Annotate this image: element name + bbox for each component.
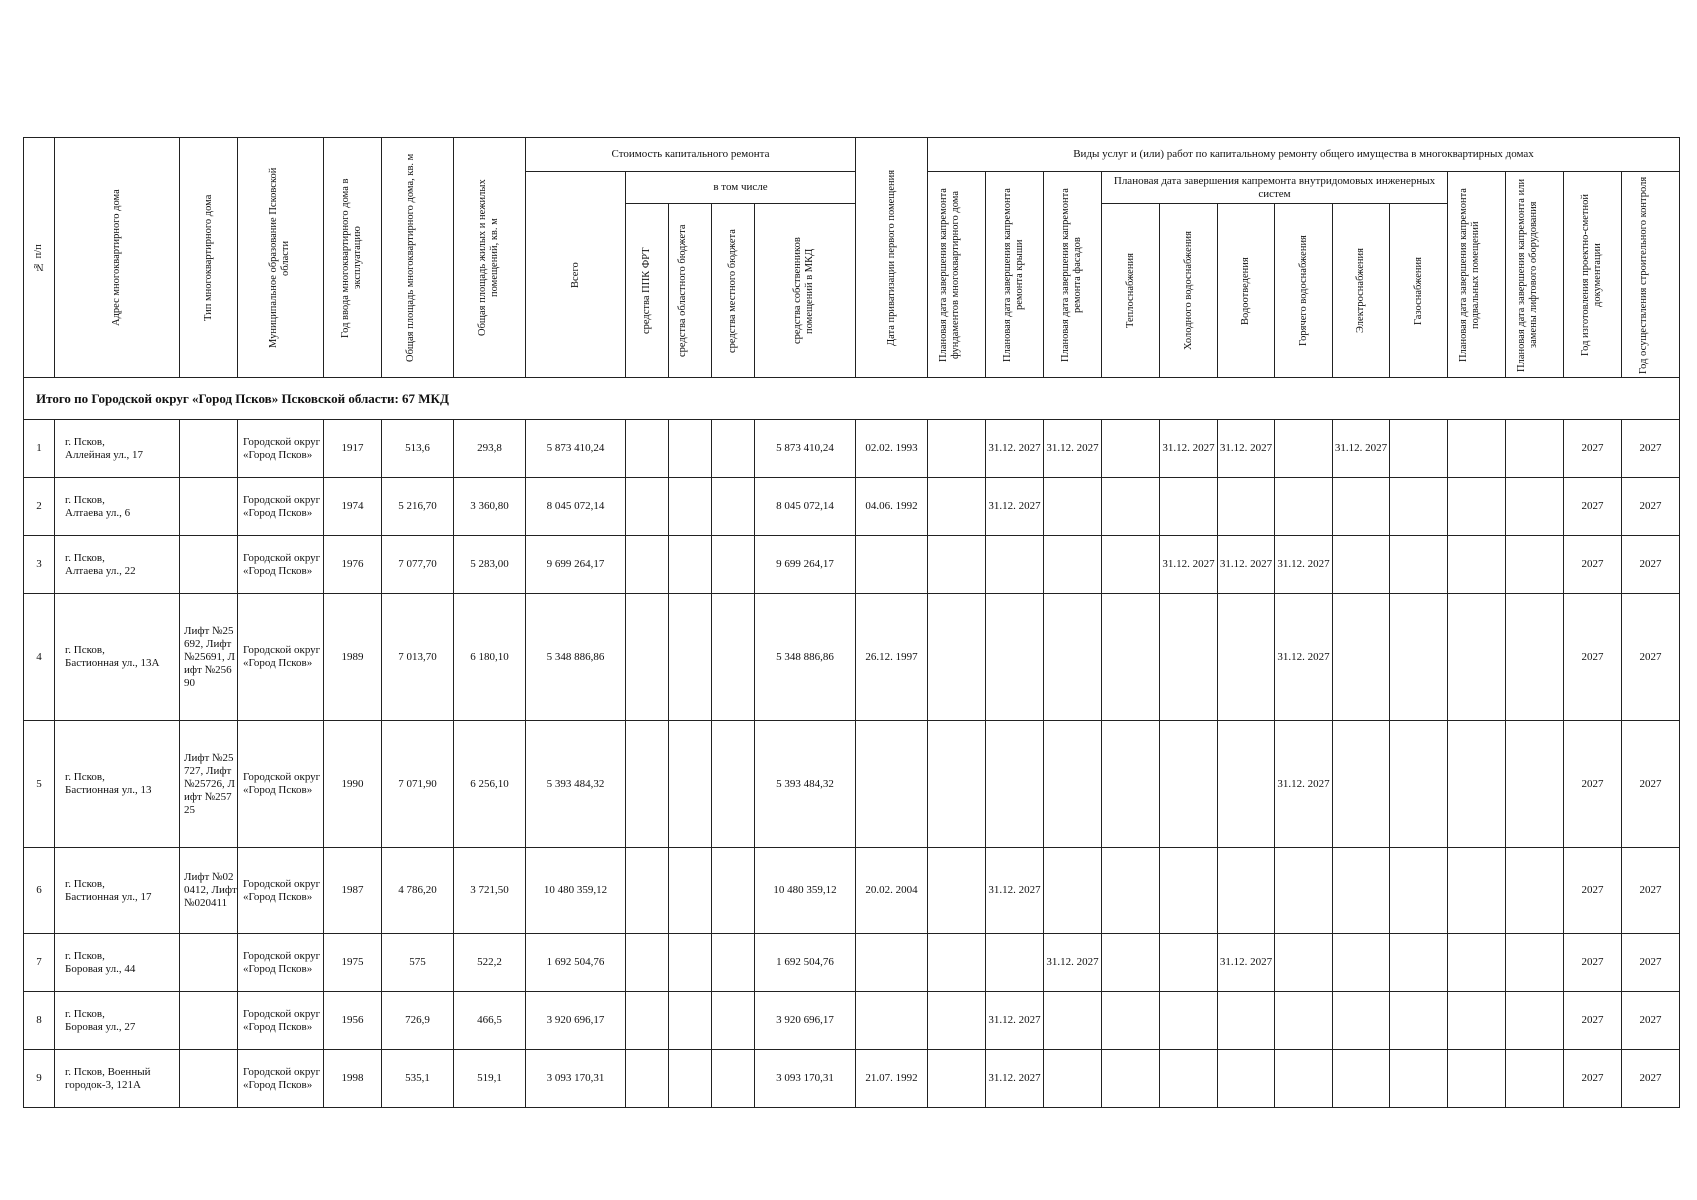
header-cost-owners: средства собственников помещений в МКД (755, 204, 856, 378)
sewerage-date (1218, 1050, 1275, 1108)
table-body (24, 378, 1680, 1108)
year-built: 1956 (324, 992, 382, 1050)
address (55, 848, 180, 934)
cost-total: 10 480 359,12 (526, 848, 626, 934)
section-row (24, 378, 1680, 420)
year-built: 1990 (324, 721, 382, 848)
house-type (180, 992, 238, 1050)
cold-water-date (1160, 594, 1218, 721)
year-built: 1917 (324, 420, 382, 478)
header-hot-water: Горячего водоснабжения (1275, 204, 1333, 378)
facade-date (1044, 1050, 1102, 1108)
sewerage-date: 31.12. 2027 (1218, 934, 1275, 992)
control-year: 2027 (1622, 934, 1680, 992)
header-sewerage: Водоотведения (1218, 204, 1275, 378)
electricity-date (1333, 1050, 1390, 1108)
design-year: 2027 (1564, 594, 1622, 721)
roof-date: 31.12. 2027 (986, 992, 1044, 1050)
cost-local (712, 478, 755, 536)
total-area: 575 (382, 934, 454, 992)
cost-local (712, 848, 755, 934)
cost-local (712, 536, 755, 594)
facade-date: 31.12. 2027 (1044, 934, 1102, 992)
address-line-1: г. Псков, Военный (65, 1065, 151, 1078)
cost-regional (669, 934, 712, 992)
elevator-date (1506, 934, 1564, 992)
header-gas: Газоснабжения (1390, 204, 1448, 378)
gas-date (1390, 721, 1448, 848)
heating-date (1102, 721, 1160, 848)
header-cost-group: Стоимость капитального ремонта (526, 138, 856, 172)
cold-water-date (1160, 478, 1218, 536)
premises-area: 519,1 (454, 1050, 526, 1108)
basement-date (1448, 1050, 1506, 1108)
sewerage-date: 31.12. 2027 (1218, 536, 1275, 594)
foundation-date (928, 934, 986, 992)
cost-frt (626, 1050, 669, 1108)
municipality: Городской округ «Город Псков» (238, 721, 324, 848)
facade-date (1044, 536, 1102, 594)
hot-water-date (1275, 420, 1333, 478)
sewerage-date: 31.12. 2027 (1218, 420, 1275, 478)
sewerage-date (1218, 848, 1275, 934)
foundation-date (928, 478, 986, 536)
cost-total: 1 692 504,76 (526, 934, 626, 992)
privatization-date: 20.02. 2004 (856, 848, 928, 934)
cost-owners: 8 045 072,14 (755, 478, 856, 536)
hot-water-date (1275, 1050, 1333, 1108)
design-year: 2027 (1564, 934, 1622, 992)
total-area: 4 786,20 (382, 848, 454, 934)
sewerage-date (1218, 478, 1275, 536)
cost-regional (669, 721, 712, 848)
row-number: 7 (24, 934, 55, 992)
header-cost-local: средства местного бюджета (712, 204, 755, 378)
cost-owners: 10 480 359,12 (755, 848, 856, 934)
cost-local (712, 420, 755, 478)
header-heating: Теплоснабжения (1102, 204, 1160, 378)
total-area: 7 013,70 (382, 594, 454, 721)
cost-regional (669, 992, 712, 1050)
cost-frt (626, 420, 669, 478)
hot-water-date: 31.12. 2027 (1275, 536, 1333, 594)
cost-total: 5 873 410,24 (526, 420, 626, 478)
section-title: Итого по Городской округ «Город Псков» Псковской области: 67 МКД (24, 378, 1680, 420)
header-basement: Плановая дата завершения капремонта подвальных помещений (1448, 172, 1506, 378)
header-elevator: Плановая дата завершения капремонта или замены лифтового оборудования (1506, 172, 1564, 378)
header-total-area: Общая площадь многоквартирного дома, кв. м (382, 138, 454, 378)
header-cost-total: Всего (526, 172, 626, 378)
cold-water-date (1160, 934, 1218, 992)
electricity-date: 31.12. 2027 (1333, 420, 1390, 478)
address-line-1: г. Псков, (65, 493, 105, 506)
total-area: 7 077,70 (382, 536, 454, 594)
cost-owners: 5 348 886,86 (755, 594, 856, 721)
cost-owners: 5 873 410,24 (755, 420, 856, 478)
header-privatization: Дата приватизации первого помещения (856, 138, 928, 378)
basement-date (1448, 536, 1506, 594)
facade-date (1044, 992, 1102, 1050)
table-row (24, 848, 1680, 934)
cold-water-date (1160, 848, 1218, 934)
privatization-date (856, 721, 928, 848)
gas-date (1390, 848, 1448, 934)
heating-date (1102, 992, 1160, 1050)
header-cost-frt: средства ППК ФРТ (626, 204, 669, 378)
hot-water-date (1275, 478, 1333, 536)
electricity-date (1333, 536, 1390, 594)
control-year: 2027 (1622, 420, 1680, 478)
elevator-date (1506, 594, 1564, 721)
cost-frt (626, 536, 669, 594)
address-line-1: г. Псков, (65, 435, 105, 448)
municipality: Городской округ «Город Псков» (238, 1050, 324, 1108)
cost-total: 3 093 170,31 (526, 1050, 626, 1108)
premises-area: 466,5 (454, 992, 526, 1050)
cost-regional (669, 1050, 712, 1108)
gas-date (1390, 934, 1448, 992)
row-number: 9 (24, 1050, 55, 1108)
total-area: 535,1 (382, 1050, 454, 1108)
cost-frt (626, 721, 669, 848)
total-area: 726,9 (382, 992, 454, 1050)
design-year: 2027 (1564, 1050, 1622, 1108)
foundation-date (928, 992, 986, 1050)
address-line-2: Боровая ул., 27 (65, 1020, 136, 1033)
header-facade: Плановая дата завершения капремонта ремонта фасадов (1044, 172, 1102, 378)
heating-date (1102, 1050, 1160, 1108)
basement-date (1448, 594, 1506, 721)
heating-date (1102, 478, 1160, 536)
address (55, 992, 180, 1050)
total-area: 513,6 (382, 420, 454, 478)
house-type (180, 536, 238, 594)
row-number: 5 (24, 721, 55, 848)
facade-date (1044, 721, 1102, 848)
table-row (24, 594, 1680, 721)
row-number: 2 (24, 478, 55, 536)
facade-date (1044, 848, 1102, 934)
roof-date: 31.12. 2027 (986, 848, 1044, 934)
cost-total: 3 920 696,17 (526, 992, 626, 1050)
facade-date (1044, 478, 1102, 536)
cost-regional (669, 536, 712, 594)
cost-total: 5 348 886,86 (526, 594, 626, 721)
municipality: Городской округ «Город Псков» (238, 848, 324, 934)
roof-date: 31.12. 2027 (986, 1050, 1044, 1108)
address-line-2: городок-3, 121А (65, 1078, 141, 1091)
row-number: 3 (24, 536, 55, 594)
privatization-date (856, 992, 928, 1050)
address (55, 594, 180, 721)
control-year: 2027 (1622, 478, 1680, 536)
cold-water-date (1160, 992, 1218, 1050)
header-design-year: Год изготовления проектно-сметной документации (1564, 172, 1622, 378)
capital-repair-table (23, 137, 1680, 1108)
address-line-2: Боровая ул., 44 (65, 962, 136, 975)
gas-date (1390, 478, 1448, 536)
roof-date (986, 934, 1044, 992)
year-built: 1998 (324, 1050, 382, 1108)
table-row (24, 934, 1680, 992)
address-line-1: г. Псков, (65, 877, 105, 890)
table-row (24, 536, 1680, 594)
premises-area: 293,8 (454, 420, 526, 478)
gas-date (1390, 536, 1448, 594)
cost-frt (626, 992, 669, 1050)
header-electricity: Электроснабжения (1333, 204, 1390, 378)
cost-regional (669, 594, 712, 721)
header-premises-area: Общая площадь жилых и нежилых помещений, кв. м (454, 138, 526, 378)
privatization-date: 02.02. 1993 (856, 420, 928, 478)
premises-area: 6 180,10 (454, 594, 526, 721)
sewerage-date (1218, 721, 1275, 848)
cost-regional (669, 848, 712, 934)
cost-local (712, 934, 755, 992)
row-number: 6 (24, 848, 55, 934)
elevator-date (1506, 478, 1564, 536)
address-line-1: г. Псков, (65, 644, 105, 656)
electricity-date (1333, 478, 1390, 536)
row-number: 1 (24, 420, 55, 478)
cost-local (712, 594, 755, 721)
basement-date (1448, 934, 1506, 992)
year-built: 1987 (324, 848, 382, 934)
basement-date (1448, 992, 1506, 1050)
facade-date (1044, 594, 1102, 721)
address (55, 536, 180, 594)
cost-owners: 5 393 484,32 (755, 721, 856, 848)
control-year: 2027 (1622, 1050, 1680, 1108)
roof-date: 31.12. 2027 (986, 420, 1044, 478)
header-systems-group: Плановая дата завершения капремонта внутридомовых инженерных систем (1102, 172, 1448, 204)
total-area: 7 071,90 (382, 721, 454, 848)
address (55, 478, 180, 536)
municipality: Городской округ «Город Псков» (238, 478, 324, 536)
year-built: 1975 (324, 934, 382, 992)
table-row (24, 721, 1680, 848)
header-municipality: Муниципальное образование Псковской области (238, 138, 324, 378)
heating-date (1102, 536, 1160, 594)
hot-water-date (1275, 934, 1333, 992)
cost-frt (626, 934, 669, 992)
elevator-date (1506, 1050, 1564, 1108)
premises-area: 6 256,10 (454, 721, 526, 848)
elevator-date (1506, 848, 1564, 934)
basement-date (1448, 721, 1506, 848)
house-type (180, 420, 238, 478)
cost-frt (626, 848, 669, 934)
address-line-2: Аллейная ул., 17 (65, 448, 144, 461)
privatization-date (856, 934, 928, 992)
hot-water-date: 31.12. 2027 (1275, 594, 1333, 721)
design-year: 2027 (1564, 478, 1622, 536)
foundation-date (928, 594, 986, 721)
header-foundation: Плановая дата завершения капремонта фундаментов многоквартирного дома (928, 172, 986, 378)
heating-date (1102, 934, 1160, 992)
row-number: 8 (24, 992, 55, 1050)
cold-water-date (1160, 721, 1218, 848)
electricity-date (1333, 721, 1390, 848)
header-works-group: Виды услуг и (или) работ по капитальному ремонту общего имущества в многоквартирных домах (928, 138, 1680, 172)
cold-water-date: 31.12. 2027 (1160, 536, 1218, 594)
address-line-2: Алтаева ул., 6 (65, 506, 131, 519)
design-year: 2027 (1564, 420, 1622, 478)
cost-owners: 3 920 696,17 (755, 992, 856, 1050)
electricity-date (1333, 848, 1390, 934)
elevator-date (1506, 992, 1564, 1050)
year-built: 1989 (324, 594, 382, 721)
cost-local (712, 1050, 755, 1108)
address-line-2: Бастионная ул., 13 (65, 784, 152, 796)
address-line-1: г. Псков, (65, 949, 105, 962)
gas-date (1390, 1050, 1448, 1108)
cost-local (712, 992, 755, 1050)
address-line-2: Алтаева ул., 22 (65, 564, 136, 577)
roof-date (986, 536, 1044, 594)
municipality: Городской округ «Город Псков» (238, 536, 324, 594)
table-row (24, 1050, 1680, 1108)
cold-water-date (1160, 1050, 1218, 1108)
header-cost-regional: средства областного бюджета (669, 204, 712, 378)
premises-area: 3 360,80 (454, 478, 526, 536)
basement-date (1448, 848, 1506, 934)
table-row (24, 478, 1680, 536)
cost-owners: 1 692 504,76 (755, 934, 856, 992)
premises-area: 3 721,50 (454, 848, 526, 934)
house-type (180, 1050, 238, 1108)
cold-water-date: 31.12. 2027 (1160, 420, 1218, 478)
electricity-date (1333, 992, 1390, 1050)
cost-owners: 9 699 264,17 (755, 536, 856, 594)
header-house-type: Тип многоквартирного дома (180, 138, 238, 378)
municipality: Городской округ «Город Псков» (238, 934, 324, 992)
roof-date (986, 594, 1044, 721)
hot-water-date (1275, 848, 1333, 934)
house-type: Лифт №25727, Лифт №25726, Лифт №25725 (180, 721, 238, 848)
foundation-date (928, 1050, 986, 1108)
roof-date (986, 721, 1044, 848)
cost-total: 8 045 072,14 (526, 478, 626, 536)
header-address: Адрес многоквартирного дома (55, 138, 180, 378)
cost-local (712, 721, 755, 848)
heating-date (1102, 420, 1160, 478)
privatization-date: 26.12. 1997 (856, 594, 928, 721)
heating-date (1102, 594, 1160, 721)
control-year: 2027 (1622, 848, 1680, 934)
address (55, 934, 180, 992)
address-line-2: Бастионная ул., 17 (65, 890, 152, 903)
year-built: 1976 (324, 536, 382, 594)
address-line-2: Бастионная ул., 13А (65, 657, 160, 669)
gas-date (1390, 420, 1448, 478)
document-page (23, 137, 1680, 1108)
premises-area: 522,2 (454, 934, 526, 992)
elevator-date (1506, 536, 1564, 594)
row-number: 4 (24, 594, 55, 721)
elevator-date (1506, 721, 1564, 848)
control-year: 2027 (1622, 721, 1680, 848)
roof-date: 31.12. 2027 (986, 478, 1044, 536)
table-header (24, 138, 1680, 378)
design-year: 2027 (1564, 848, 1622, 934)
cost-owners: 3 093 170,31 (755, 1050, 856, 1108)
design-year: 2027 (1564, 536, 1622, 594)
cost-total: 9 699 264,17 (526, 536, 626, 594)
basement-date (1448, 478, 1506, 536)
sewerage-date (1218, 992, 1275, 1050)
address-line-1: г. Псков, (65, 771, 105, 783)
header-control-year: Год осуществления строительного контроля (1622, 172, 1680, 378)
house-type (180, 934, 238, 992)
table-row (24, 420, 1680, 478)
header-cost-incl: в том числе (626, 172, 856, 204)
cost-regional (669, 478, 712, 536)
gas-date (1390, 594, 1448, 721)
cost-frt (626, 594, 669, 721)
house-type: Лифт №020412, Лифт №020411 (180, 848, 238, 934)
foundation-date (928, 420, 986, 478)
header-cold-water: Холодного водоснабжения (1160, 204, 1218, 378)
total-area: 5 216,70 (382, 478, 454, 536)
privatization-date (856, 536, 928, 594)
address-line-1: г. Псков, (65, 551, 105, 564)
heating-date (1102, 848, 1160, 934)
address (55, 1050, 180, 1108)
address (55, 721, 180, 848)
municipality: Городской округ «Город Псков» (238, 420, 324, 478)
control-year: 2027 (1622, 992, 1680, 1050)
control-year: 2027 (1622, 594, 1680, 721)
design-year: 2027 (1564, 992, 1622, 1050)
address (55, 420, 180, 478)
foundation-date (928, 536, 986, 594)
municipality: Городской округ «Город Псков» (238, 992, 324, 1050)
foundation-date (928, 848, 986, 934)
cost-total: 5 393 484,32 (526, 721, 626, 848)
cost-frt (626, 478, 669, 536)
electricity-date (1333, 934, 1390, 992)
table-row (24, 992, 1680, 1050)
electricity-date (1333, 594, 1390, 721)
control-year: 2027 (1622, 536, 1680, 594)
premises-area: 5 283,00 (454, 536, 526, 594)
foundation-date (928, 721, 986, 848)
hot-water-date (1275, 992, 1333, 1050)
address-line-1: г. Псков, (65, 1007, 105, 1020)
house-type: Лифт №25692, Лифт №25691, Лифт №25690 (180, 594, 238, 721)
elevator-date (1506, 420, 1564, 478)
facade-date: 31.12. 2027 (1044, 420, 1102, 478)
cost-regional (669, 420, 712, 478)
privatization-date: 21.07. 1992 (856, 1050, 928, 1108)
design-year: 2027 (1564, 721, 1622, 848)
hot-water-date: 31.12. 2027 (1275, 721, 1333, 848)
header-roof: Плановая дата завершения капремонта ремонта крыши (986, 172, 1044, 378)
gas-date (1390, 992, 1448, 1050)
header-num: № п/п (24, 138, 55, 378)
basement-date (1448, 420, 1506, 478)
header-year-built: Год ввода многоквартирного дома в эксплуатацию (324, 138, 382, 378)
year-built: 1974 (324, 478, 382, 536)
municipality: Городской округ «Город Псков» (238, 594, 324, 721)
house-type (180, 478, 238, 536)
privatization-date: 04.06. 1992 (856, 478, 928, 536)
sewerage-date (1218, 594, 1275, 721)
